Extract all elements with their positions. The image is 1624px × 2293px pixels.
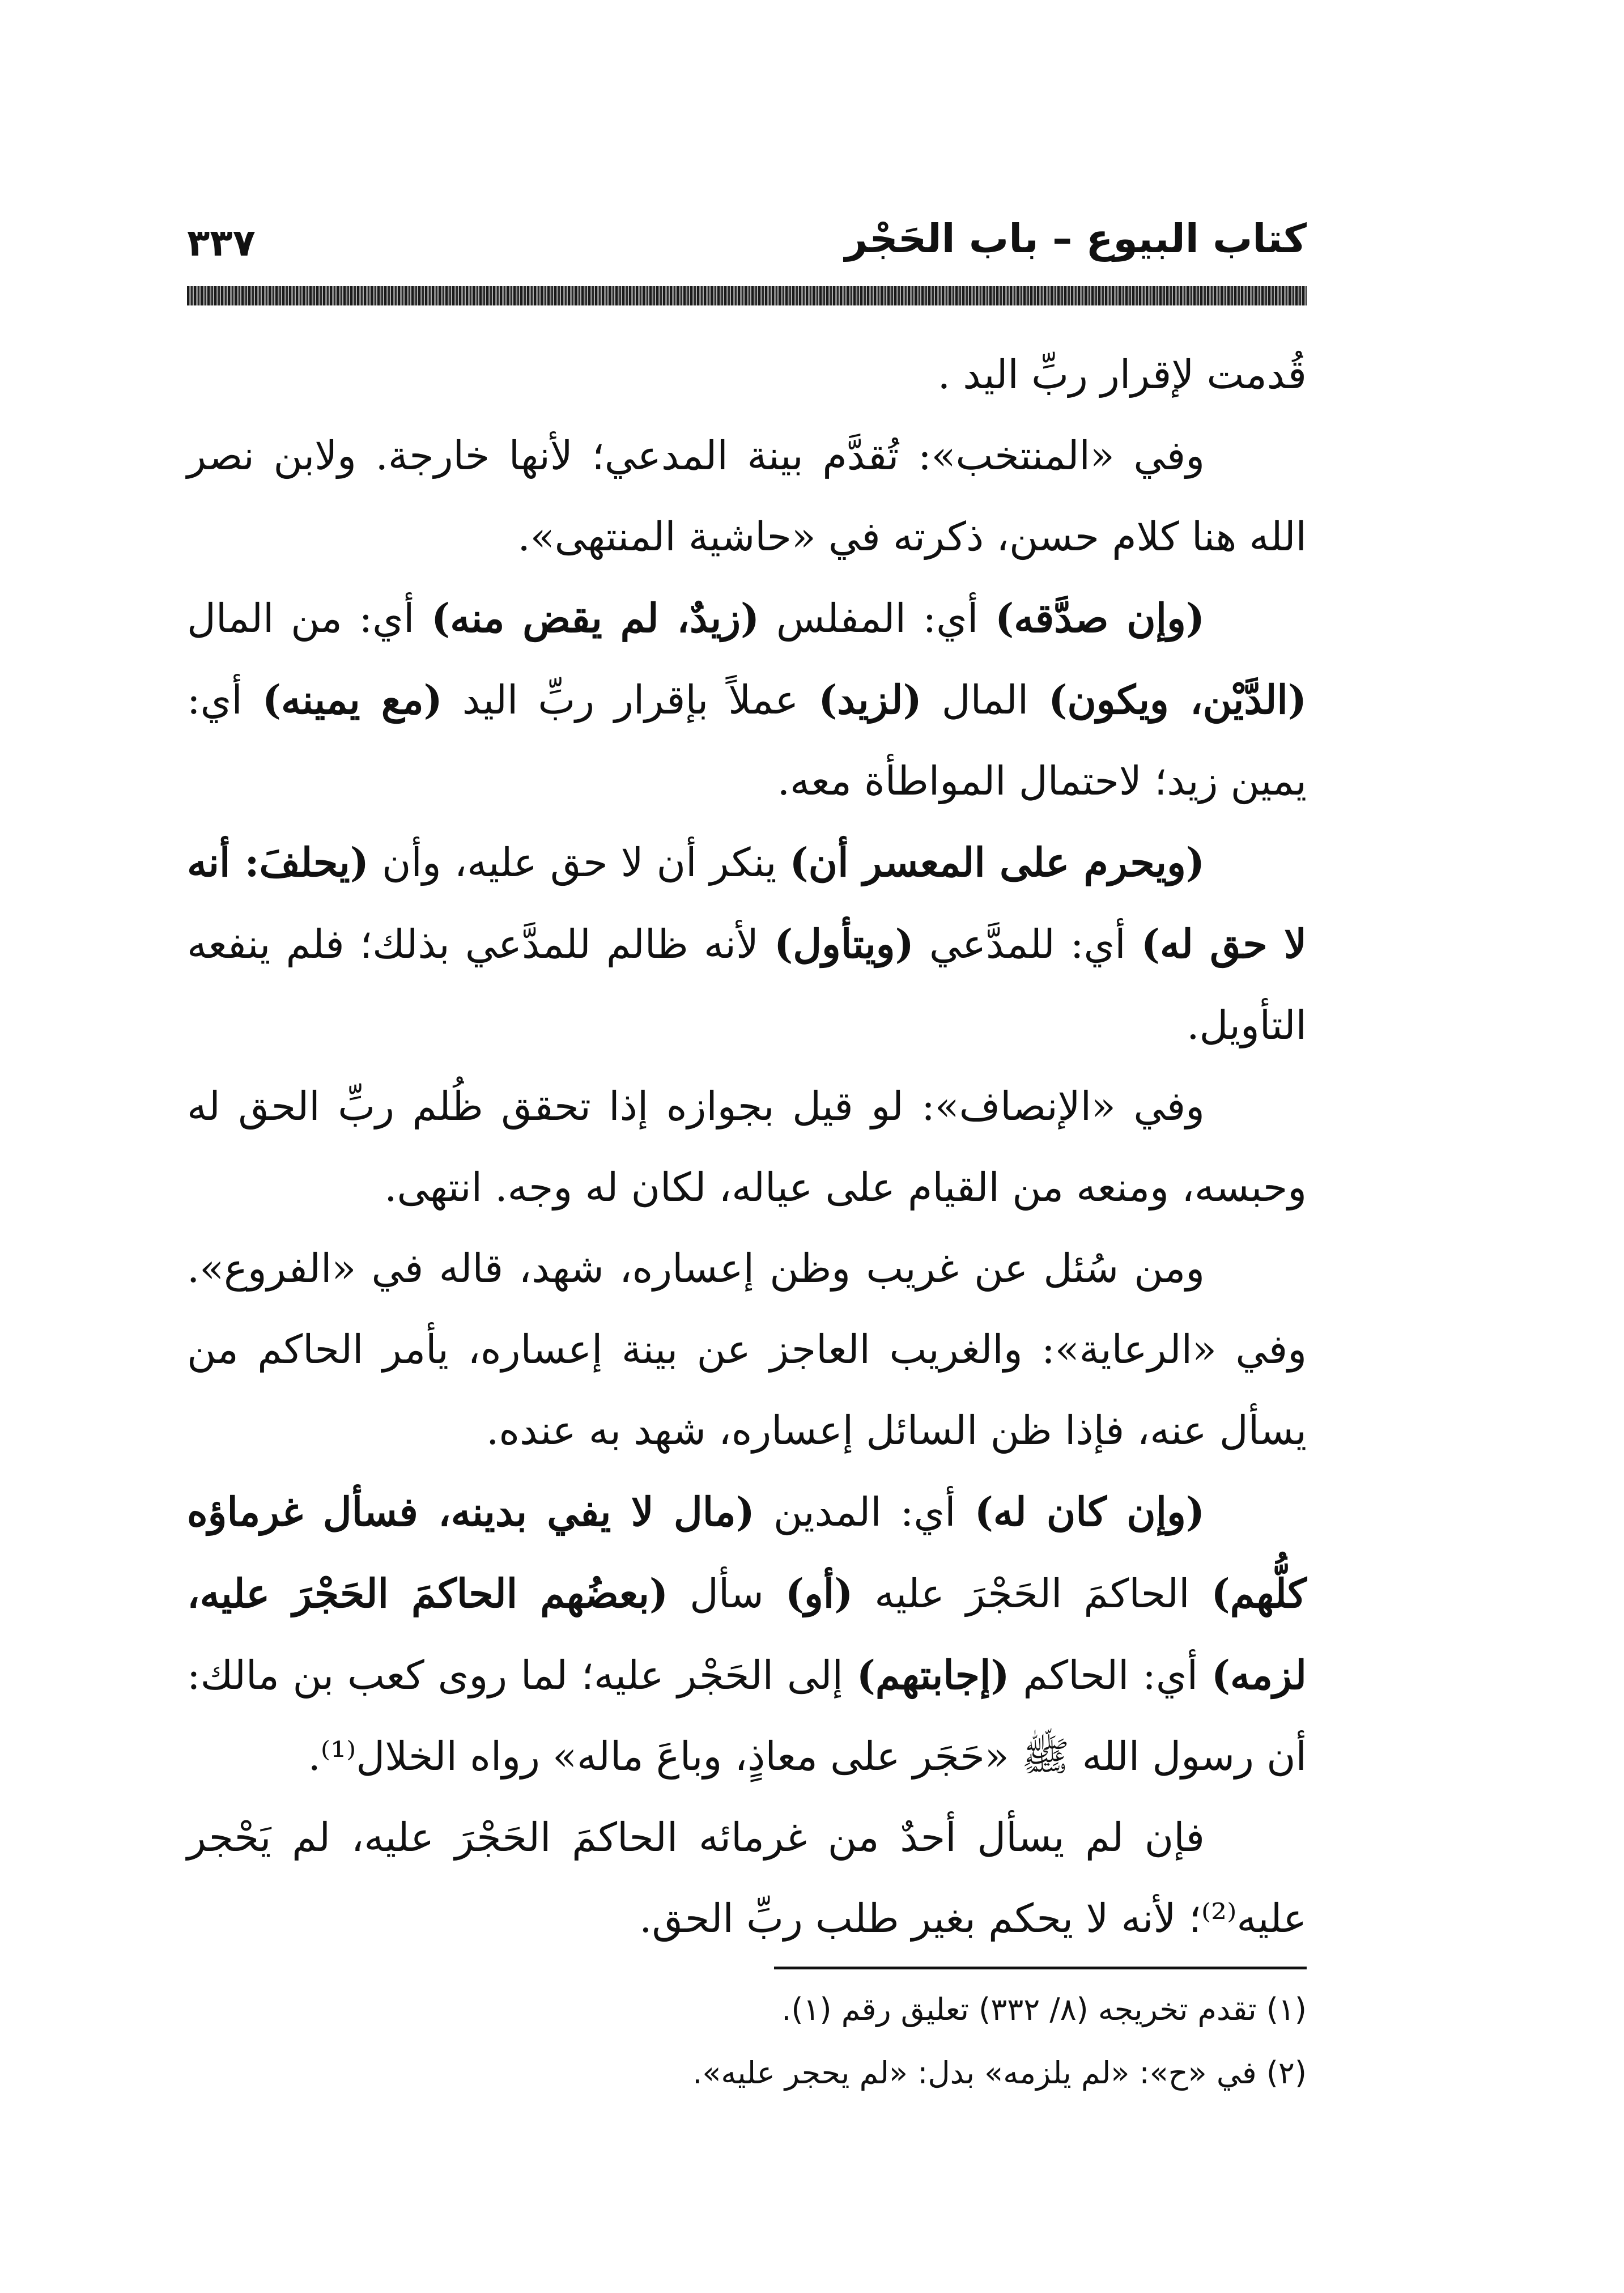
sharh-text: أي: المفلس — [759, 595, 996, 642]
sharh-text: أي: من المال — [187, 595, 432, 642]
sharh-text: أي: للمدَّعي — [913, 921, 1141, 967]
sharh-text: عملاً بإقرار ربِّ اليد — [442, 677, 819, 723]
matn-text: (وإن صدَّقه) — [995, 595, 1205, 642]
matn-text: (إجابتهم) — [856, 1651, 1010, 1698]
footnotes — [187, 1978, 1307, 2105]
paragraph — [187, 415, 1307, 578]
paragraph — [187, 334, 1307, 415]
matn-text: (أو) — [785, 1570, 853, 1617]
main-text — [187, 334, 1307, 1959]
sharh-text: ينكر أن لا حق عليه، وأن — [368, 839, 790, 886]
paragraph — [187, 1228, 1307, 1471]
paragraph — [187, 822, 1307, 1066]
matn-text: (زيدٌ، لم يقض منه) — [431, 595, 760, 642]
paragraph — [187, 1471, 1307, 1797]
matn-text: (لزيد) — [818, 676, 922, 723]
sharh-text: المال — [921, 677, 1049, 723]
page-number: ٣٣٧ — [187, 221, 256, 265]
sharh-text: وفي «المنتخب»: تُقدَّم بينة المدعي؛ لأنها خارجة. ولابن نصر الله هنا كلام حسن، ذكرته في «حاشية المنتهى». — [187, 432, 1307, 560]
sharh-text: الحاكمَ الحَجْرَ عليه — [853, 1570, 1211, 1617]
header-rule — [187, 286, 1307, 305]
paragraph — [187, 578, 1307, 822]
matn-text: (ويحرم على المعسر أن) — [789, 839, 1205, 886]
footnote-2: (٢) في «ح»: «لم يلزمه» بدل: «لم يحجر عليه». — [692, 2055, 1307, 2091]
matn-text: (وإن كان له) — [974, 1488, 1205, 1535]
sharh-text: أي: يمين زيد؛ لاحتمال المواطأة معه. — [187, 677, 1307, 804]
sharh-text: سأل — [668, 1570, 785, 1617]
sharh-text: ومن سُئل عن غريب وظن إعساره، شهد، قاله في «الفروع». وفي «الرعاية»: والغريب العاجز عن بينة إعساره، يأمر الحاكم من يسأل عنه، فإذا ظن السائل إعساره، شهد به عنده. — [187, 1245, 1307, 1454]
matn-text: (يحلفَ: أنه لا حق له) — [187, 839, 1307, 967]
sharh-text: وفي «الإنصاف»: لو قيل بجوازه إذا تحقق ظُلم ربِّ الحق له وحبسه، ومنعه من القيام على عياله، لكان له وجه. انتهى. — [187, 1083, 1307, 1211]
paragraph — [187, 1066, 1307, 1228]
chapter-title: كتاب البيوع – باب الحَجْر — [844, 215, 1307, 262]
sharh-text: لأنه ظالم للمدَّعي بذلك؛ فلم ينفعه التأويل. — [187, 921, 1307, 1048]
sharh-text: فإن لم يسأل أحدٌ من غرمائه الحاكمَ الحَجْرَ عليه، لم يَحْجر عليه⁽²⁾؛ لأنه لا يحكم بغير طلب ربِّ الحق. — [187, 1814, 1307, 1942]
sharh-text: أي: الحاكم — [1009, 1652, 1211, 1698]
sharh-text: أي: المدين — [754, 1489, 975, 1535]
matn-text: (بعضُهم الحاكمَ الحَجْرَ عليه، لزمه) — [187, 1570, 1307, 1698]
sharh-text: إلى الحَجْر عليه؛ لما روى كعب بن مالك: أن رسول الله ﷺ «حَجَر على معاذٍ، وباعَ ماله» رواه الخلال⁽¹⁾. — [187, 1652, 1307, 1780]
matn-text: (مال لا يفي بدينه، فسأل غرماؤه كلُّهم) — [187, 1488, 1307, 1617]
footnote-1: (١) تقدم تخريجه (٨/ ٣٣٢) تعليق رقم (١). — [781, 1991, 1307, 2027]
running-header — [187, 215, 1307, 283]
sharh-text: قُدمت لإقرار ربِّ اليد . — [937, 351, 1307, 398]
paragraph — [187, 1797, 1307, 1959]
matn-text: (مع يمينه) — [262, 676, 443, 723]
matn-text: (الدَّيْن، ويكون) — [1048, 676, 1307, 723]
matn-text: (ويتأول) — [774, 920, 914, 967]
footnote-separator — [774, 1967, 1307, 1969]
